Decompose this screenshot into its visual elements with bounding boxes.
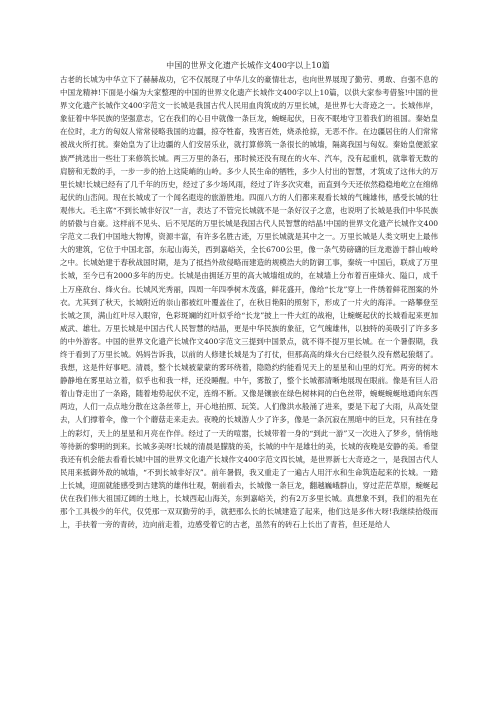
document-title: 中国的世界文化遗产长城作文400字以上10篇	[166, 61, 330, 70]
document-body-text: 古老的长城为中华立下了赫赫战功，它不仅展现了中华儿女的豪情壮志，也向世界展现了勤劳、勇敢、自强不息的中国龙精神!下面是小编为大家整理的中国的世界文化遗产长城作文400字以上10篇，以供大家参考借鉴!中国的世界文化遗产长城作文400字范文一长城是我国古代人民用血肉筑成的万里长城，是世界七大奇迹之一。长城伟岸，象征着中华民族的坚强意志，它在我们的心目中就像一条巨龙，蜿蜒起伏，日夜不眠地守卫着我们的祖国。秦始皇在位时，北方的匈奴人常常侵略我国的边疆，掠夺牲畜，残害百姓，烧杀抢掠，无恶不作。在边疆居住的人们常常被战火所打扰。秦始皇为了让边疆的人们安居乐业，就打算修筑一条很长的城墙，隔离我国与匈奴。秦始皇便派家族严挑选出一些壮丁来修筑长城。两三万里的条石，那时候还没有现在的火车、汽车，没有起重机，就靠着无数的肩膀和无数的手，一步一步的抬上这陡峭的山岭。多少人民生命的牺牲，多少人付出的智慧，才筑成了这伟大的万里长城!长城已经有了几千年的历史，经过了多少场风雨，经过了许多次灾难，而直到今天还依然稳稳地屹立在绵绵起伏的山峦间。现在长城成了一个闻名遐迩的旅游胜地。四面八方的人们都来观看长城的气魄雄伟，感受长城的壮观伟大。毛主席“不到长城非好汉”一言，表达了不管完长城就不是一条好汉子之意，也说明了长城是我们中华民族的骄傲与自豪。这样前不见头、后不见尾的万里长城是我国古代人民智慧的结晶!中国的世界文化遗产长城作文400字范文二我们中国地大物博，资源丰富，有许多名胜古迹，万里长城就是其中之一。万里长城是人类文明史上最伟大的建筑，它位于中国北部，东起山海关，西到嘉峪关，全长6700公里，像一条气势磅礴的巨龙遨游于群山峻岭之中。长城始建于春秋战国时期，是为了抵挡外敌侵略而建造的规模浩大的防御工事，秦统一中国后，联成了万里长城，至今已有2000多年的历史。长城是由拥延万里的高大城墙组成的，在城墙上分布着百座烽火、隘口，成千上万座敌台、烽火台。长城风光秀丽，四周一年四季树木茂盛，鲜花盛开，像给“长龙”穿上一件绣着鲜花图案的外衣。尤其到了秋天，长城附近的崇山都被红叶覆盖住了，在秋日艳阳的照射下，形成了一片火的海洋。一路攀登至长城之顶，满山红叶尽入眼帘，色彩斑斓的红叶似乎给“长龙”披上一件大红的战袍，让蜿蜒起伏的长城看起来更加威武、雄壮。万里长城是中国古代人民智慧的结晶，更是中华民族的象征，它气魄雄伟，以独特的美吸引了许多多的中外游客。中国的世界文化遗产长城作文400字范文三提到中国景点，就不得不提万里长城。在一个暑假期，我终于看到了万里长城。妈妈告诉我，以前的人修建长城是为了打仗，但那高高的烽火台已经很久没有燃起狼烟了。我想，这是件好事吧。清晨，整个长城被蒙蒙的雾环绕着，隐隐约约能看见天上的星星和山里的灯光。两旁的树木静静地在雾里站立着，似乎也和我一样，还没睡醒。中午，雾散了，整个长城都清晰地展现在眼前。像是有巨人沿着山脊走出了一条路，随着地势起伏不定，连绵不断。又像是镶嵌在绿色树林间的白色丝带，蜿蜒蜿蜒地通向东西两边，人们一点点地分散在这条丝带上，开心地拍照、玩笑。人们像洪水般涌了进来，要是下起了大雨，从高处望去，人们撑着伞，像一个个蘑菇走来走去。夜晚的长城游人少了许多，像是一条沉寂在黑暗中的巨龙，只有挂在身上的彩灯，天上的星星和月亮在作伴。经过了一天的喧嚣，长城带着一身的“到此一游”又一次进入了梦乡，悄悄地等待新的黎明的到来。长城多美呀!长城的清晨是朦胧的美，长城的中午是雄壮的美，长城的夜晚是安静的美。希望我还有机会能去看看长城!中国的世界文化遗产长城作文400字范文四长城，是世界新七大奇迹之一，是我国古代人民用来抵御外敌的城墙，“不到长城非好汉”。前年暑假，我又重走了一遍古人用汗水和生命筑造起来的长城。一踏上长城，迎面就能感受到古建筑的雄伟壮观，朝前看去，长城像一条巨龙，翻越巍峨群山，穿过茫茫草原，蜿蜒起伏在我们伟大祖国辽阔的土地上，长城西起山海关，东到嘉峪关，约有2万多里长城。真想象不到，我们的祖先在那个工具极少的年代，仅凭那一双双勤劳的手，就把那么长的长城建造了起来，他们这是多伟大呀!我继续拾级而上，手扶着一旁的青砖，边向前走着，边感受着它的古老，虽然有的砖石上长出了青苔，但还是给人	[60, 75, 438, 530]
